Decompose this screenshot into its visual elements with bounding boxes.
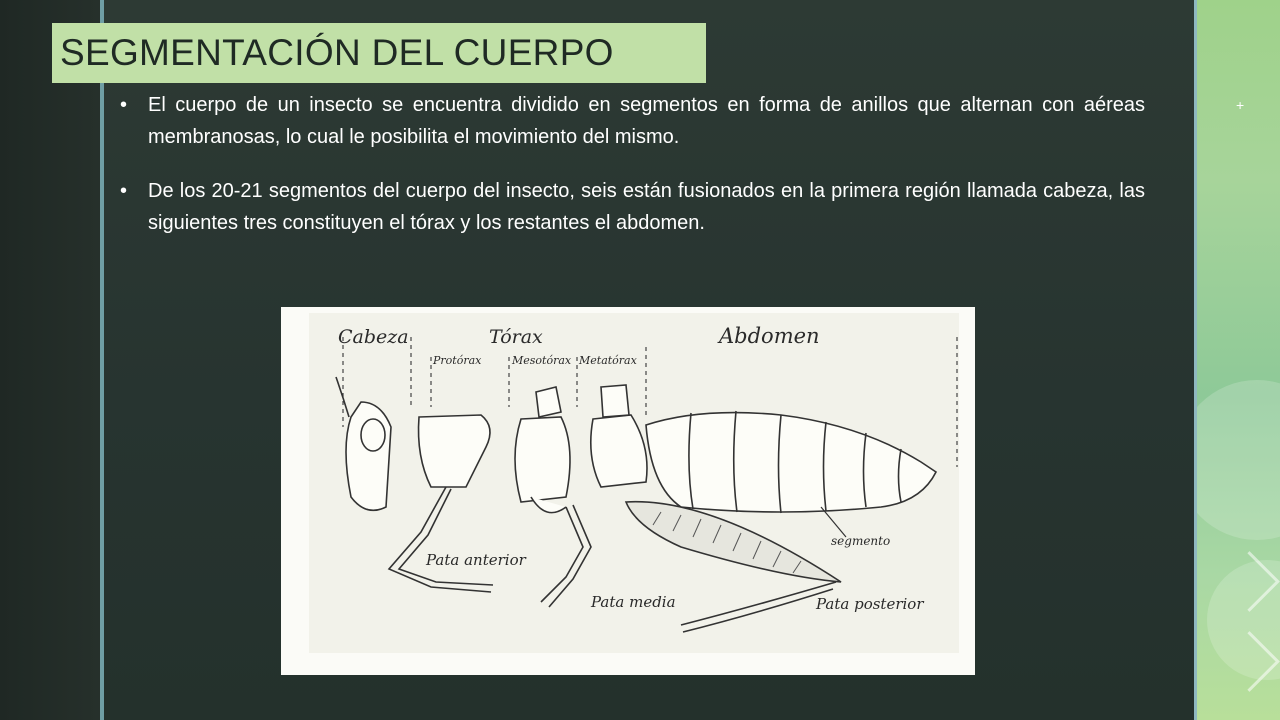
- bullet-dot: •: [120, 94, 128, 116]
- decor-glow: [1197, 380, 1280, 540]
- bullet-dot: •: [120, 180, 128, 202]
- label-segmento: segmento: [831, 534, 891, 548]
- label-pata-anterior: Pata anterior: [426, 551, 526, 569]
- plus-icon: +: [1236, 97, 1245, 113]
- bullet-item: [120, 175, 1145, 239]
- bullet-text: El cuerpo de un insecto se encuentra dividido en segmentos en forma de anillos que alternan con aéreas membranosas, lo cual le posibilita el movimiento del mismo.: [148, 94, 1145, 148]
- label-protorax: Protórax: [433, 354, 482, 367]
- label-mesotorax: Mesotórax: [512, 354, 572, 367]
- label-torax: Tórax: [489, 326, 543, 348]
- bullet-list: [120, 89, 1145, 261]
- insect-drawing: [281, 307, 975, 675]
- title-box: [52, 23, 706, 83]
- label-abdomen: Abdomen: [719, 324, 820, 348]
- label-cabeza: Cabeza: [338, 326, 409, 348]
- insect-diagram: [281, 307, 975, 675]
- left-decor-band: [0, 0, 100, 720]
- label-pata-posterior: Pata posterior: [816, 595, 924, 613]
- bullet-text: De los 20-21 segmentos del cuerpo del insecto, seis están fusionados en la primera región llamada cabeza, las siguientes tres constituyen el tórax y los restantes el abdomen.: [148, 180, 1145, 234]
- label-metatorax: Metatórax: [579, 354, 637, 367]
- slide-title: SEGMENTACIÓN DEL CUERPO: [60, 32, 614, 73]
- label-pata-media: Pata media: [591, 593, 676, 611]
- bullet-item: [120, 89, 1145, 153]
